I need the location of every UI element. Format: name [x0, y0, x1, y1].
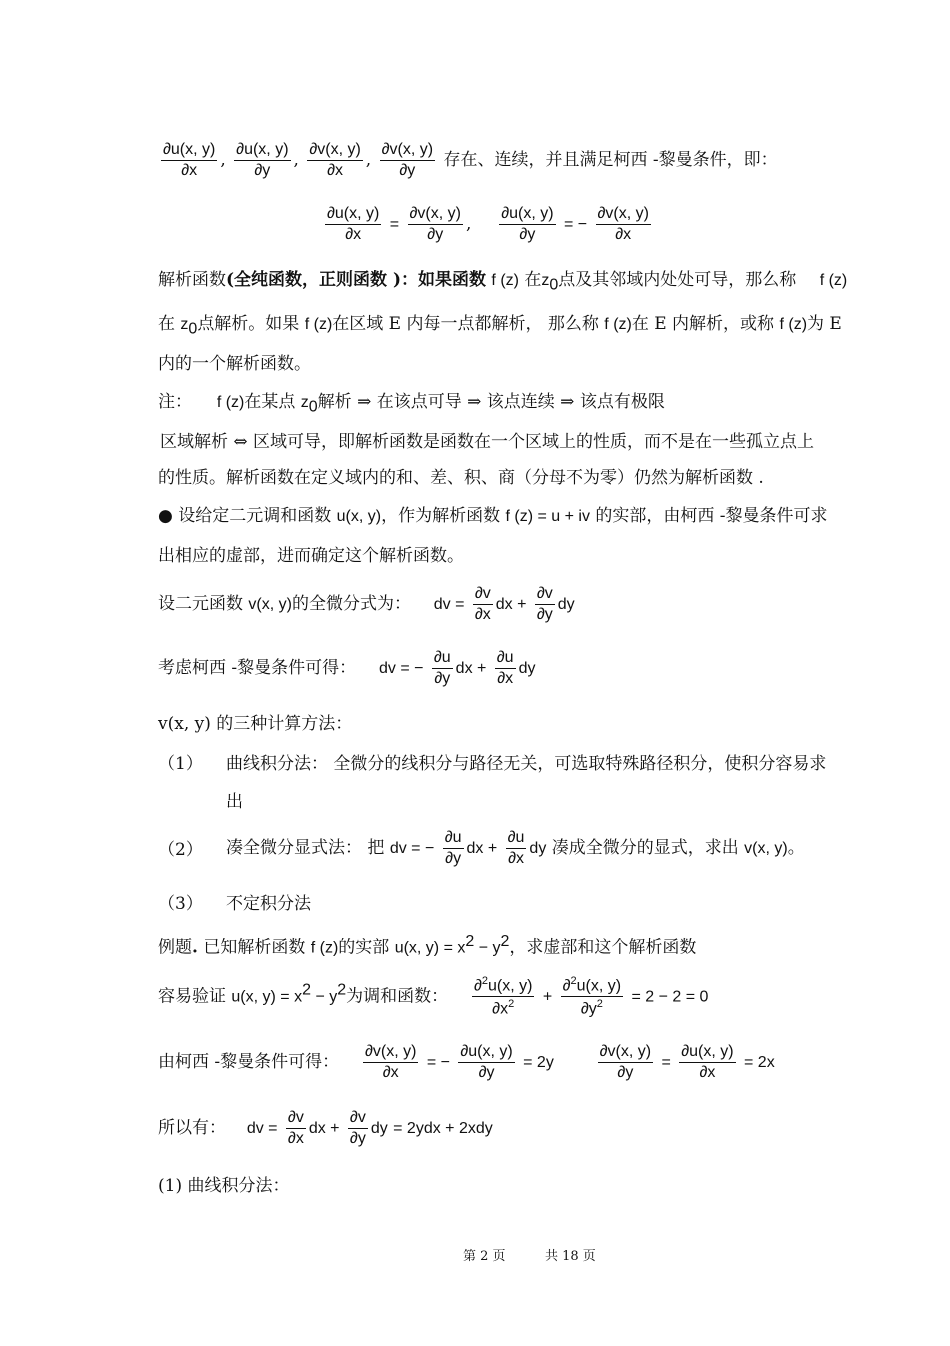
so-line: 所以有： dv = $\frac{\partial v}{\partial x}$ dx + $\frac{\partial v}{\partial y}$ dy = 2ydx + 2xdy	[158, 1109, 493, 1147]
bullet-dot: ●	[158, 506, 173, 526]
analytic-def-line2: 在 $z_0$点解析。如果 f (z)在区域 E 内每一点都解析， 那么称 f (z)在 E 内解析，或称 f (z)为 E	[158, 314, 842, 338]
total-diff-line: 设二元函数 v(x, y)的全微分式为： dv = $\frac{\partial v}{\partial x}$ dx + $\frac{\partial v}{\partial y}$ dy	[158, 585, 575, 623]
fraction-du-dx: $\frac{\partial u(x, y)}{\partial x}$	[163, 141, 216, 179]
method-3-text: 不定积分法	[226, 894, 311, 914]
fraction-du-dy: $\frac{\partial u(x, y)}{\partial y}$	[236, 141, 289, 179]
method-1-text: 曲线积分法： 全微分的线积分与路径无关，可选取特殊路径积分，使积分容易求	[226, 754, 827, 774]
methods-title: v(x, y) 的三种计算方法：	[158, 714, 353, 734]
method-1-num: （1）	[158, 754, 203, 774]
cr-result-line: 由柯西 -黎曼条件可得： $\frac{\partial v(x, y)}{\partial x}$ = − $\frac{\partial u(x, y)}{\partial y}$ = 2y $\frac{\partial v(x, y)}{\partial y}$ = $\frac{\partial u(x, y)}{\partial x}$ = 2x	[158, 1043, 775, 1081]
verify-line: 容易验证 u(x, $y) = x^2 - y^2$为调和函数： $\frac{\partial^2u(x, y)}{\partial x^2}$ + $\frac{\partial^2u(x, y)}{\partial y^2}$ = 2 − 2 = 0	[158, 975, 709, 1018]
example-line: 例题. 已知解析函数 f (z)的实部 u(x, $y) = x^2 - y^2$，求虚部和这个解析函数	[158, 933, 697, 958]
page-number: 第 2 页	[463, 1249, 506, 1264]
cr-substituted-line: 考虑柯西 -黎曼条件可得： dv = − $\frac{\partial u}{\partial y}$ dx + $\frac{\partial u}{\partial x}$ dy	[158, 649, 536, 687]
method-1-cont: 出	[226, 792, 243, 812]
cauchy-riemann-equations: $\frac{\partial u(x, y)}{\partial x}$ = $\frac{\partial v(x, y)}{\partial y}$ , $\frac{\partial u(x, y)}{\partial y}$ = − $\frac{\partial v(x, y)}{\partial x}$	[327, 205, 649, 243]
region-line2: 的性质。解析函数在定义域内的和、差、积、商（分母不为零）仍然为解析函数 .	[158, 468, 764, 488]
note-line: 注： f (z)在某点 $z_0$解析 ⇒ 在该点可导 ⇒ 该点连续 ⇒ 该点有极限	[158, 392, 665, 416]
method-2-text: 凑全微分显式法： 把 dv = − $\frac{\partial u}{\partial y}$ dx + $\frac{\partial u}{\partial x}$ dy 凑成全微分的显式，求出 v(x, y)。	[226, 829, 805, 867]
fraction-dv-dy: $\frac{\partial v(x, y)}{\partial y}$	[381, 141, 434, 179]
step-1-heading: (1) 曲线积分法：	[158, 1176, 290, 1196]
method-3-num: （3）	[158, 894, 203, 914]
method-2-num: （2）	[158, 840, 203, 860]
region-line1: 区域解析 ⇔ 区域可导，即解析函数是函数在一个区域上的性质，而不是在一些孤立点上	[160, 432, 815, 452]
bullet-line2: 出相应的虚部，进而确定这个解析函数。	[158, 546, 464, 566]
intro-tail: 存在、连续，并且满足柯西 -黎曼条件，即：	[443, 150, 778, 170]
analytic-def-line1: 解析函数(全纯函数，正则函数 )：如果函数 f (z) 在$z_0$点及其邻域内处处可导，那么称 f (z)	[158, 270, 848, 294]
page-total: 共 18 页	[545, 1249, 596, 1264]
analytic-def-line3: 内的一个解析函数。	[158, 354, 311, 374]
intro-line: $\frac{\partial u(x, y)}{\partial x}$ , $\frac{\partial u(x, y)}{\partial y}$ , $\frac{\partial v(x, y)}{\partial x}$ , $\frac{\partial v(x, y)}{\partial y}$ 存在、连续，并且满足柯西 -黎曼条件，即：	[163, 141, 778, 179]
fraction-dv-dx: $\frac{\partial v(x, y)}{\partial x}$	[309, 141, 361, 179]
bullet-line1: ● 设给定二元调和函数 u(x, y)，作为解析函数 f (z) = u + iv 的实部，由柯西 -黎曼条件可求	[158, 506, 828, 526]
